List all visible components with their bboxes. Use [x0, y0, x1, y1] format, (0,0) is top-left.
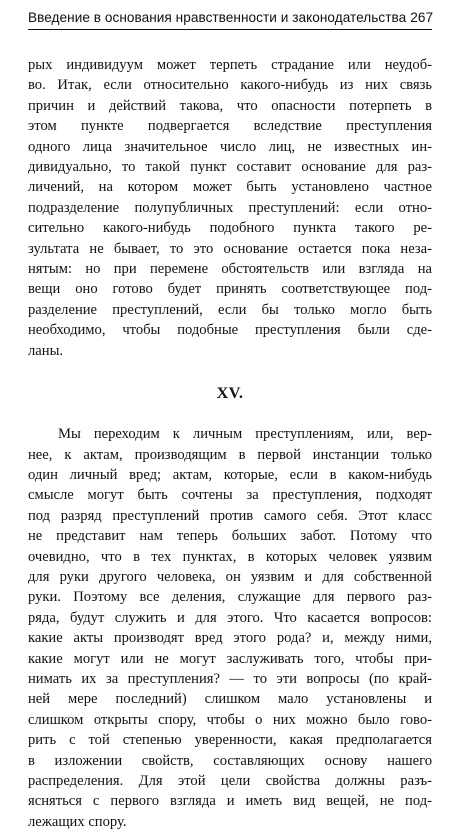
text-line: какие акты производят вред этого рода? и, между ними,: [28, 630, 432, 647]
running-head-title: Введение в основания нравственности и законодательства: [28, 10, 407, 25]
text-line: во. Итак, если относительно какого-нибудь из них связь: [28, 77, 432, 94]
page-number: 267: [410, 10, 434, 25]
paragraph-section-xv: [28, 424, 432, 832]
text-line: смысле могут быть сочтены за преступления, подходят: [28, 487, 432, 504]
text-line: ланы.: [28, 342, 64, 359]
text-line: под разряд преступлений против самого себя. Этот класс: [28, 507, 432, 524]
text-line: необходимо, чтобы подобные преступления были сде-: [28, 322, 432, 339]
text-line: дивидуально, то такой пункт составит основание для раз-: [28, 159, 432, 176]
text-line: в изложении свойств, составляющих основу нашего: [28, 752, 432, 769]
running-head: [28, 10, 432, 30]
text-line: причин и действий такова, что опасности потерпеть в: [28, 97, 432, 114]
paragraph-continued: [28, 55, 432, 361]
text-line: слишком открыты спору, чтобы о них можно было гово-: [28, 711, 432, 728]
text-line: рых индивидуум может терпеть страдание или неудоб-: [28, 57, 432, 73]
section-heading: XV.: [216, 384, 244, 403]
text-line: лежащих спору.: [28, 813, 127, 830]
text-line: ряда, будут служить и для этого. Что касается вопросов:: [28, 609, 432, 626]
text-line: ясняться с первого взгляда и иметь вид вещей, не под-: [28, 793, 432, 810]
text-line: одного лица значительное число лиц, не известных ин-: [28, 138, 432, 155]
text-line: очевидно, что в тех пунктах, в которых человек уязвим: [28, 548, 432, 565]
text-line: нятым: но при перемене обстоятельств или взгляда на: [28, 261, 432, 278]
text-line: для руки другого человека, он уязвим и для собственной: [28, 568, 432, 585]
text-line: распределения. Для этой цели свойства должны разъ-: [28, 773, 432, 789]
text-line: Мы переходим к личным преступлениям, или, вер-: [58, 426, 432, 443]
text-line: сительно какого-нибудь подобного пункта такого ре-: [28, 220, 432, 237]
text-line: один личный вред; актам, которые, если в каком-нибудь: [28, 466, 432, 483]
text-line: разделение преступлений, если бы только могло быть: [28, 301, 432, 318]
text-line: подразделение полупубличных преступлений: если отно-: [28, 199, 432, 216]
text-line: рить с той степенью уверенности, какая предполагается: [28, 732, 432, 749]
text-line: личений, на котором может быть установлено частное: [28, 179, 432, 196]
text-line: какие могут или не могут заслуживать того, чтобы при-: [28, 650, 432, 667]
text-line: нимать их за преступления? — то эти вопросы (по край-: [28, 670, 432, 687]
text-line: этом пункте подвергается вследствие преступления: [28, 118, 432, 135]
text-line: зультата не бывает, то это основание остается пока неза-: [28, 240, 432, 257]
text-line: не представит нам теперь больших забот. Потому что: [28, 528, 432, 545]
text-line: ней мере последний) слишком мало установлены и: [28, 691, 432, 708]
text-line: руки. Поэтому все деления, служащие для первого раз-: [28, 589, 432, 606]
text-line: нее, к актам, производящим в первой инстанции только: [28, 446, 432, 463]
text-line: вещи оно готово будет принять соответствующее под-: [28, 281, 432, 298]
